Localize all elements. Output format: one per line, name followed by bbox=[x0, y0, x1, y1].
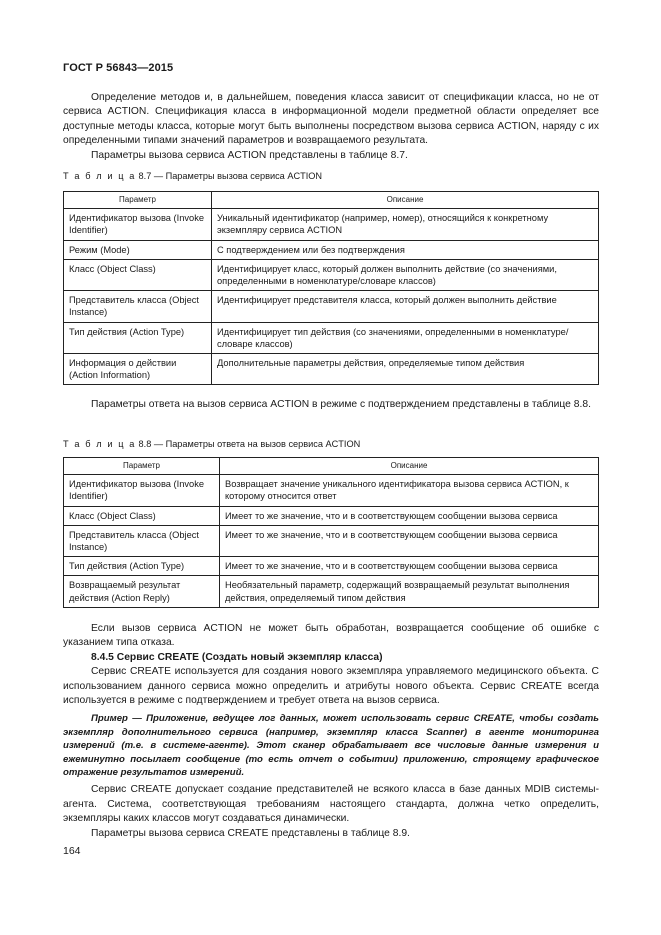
table-row bbox=[64, 322, 599, 353]
table-row bbox=[64, 291, 599, 322]
table-8-8-caption bbox=[63, 439, 360, 449]
caption-text: 8.8 — Параметры ответа на вызов сервиса ACTION bbox=[138, 439, 361, 449]
table-row bbox=[64, 259, 599, 290]
table-8-8 bbox=[63, 457, 599, 608]
description-cell: Имеет то же значение, что и в соответствующем сообщении вызова сервиса bbox=[220, 506, 599, 525]
column-header-parameter: Параметр bbox=[64, 458, 220, 475]
section-heading: 8.4.5 Сервис CREATE (Создать новый экземпляр класса) bbox=[91, 651, 383, 663]
description-cell: Имеет то же значение, что и в соответствующем сообщении вызова сервиса bbox=[220, 525, 599, 556]
table-8-7-caption bbox=[63, 171, 322, 181]
description-cell: Идентифицирует тип действия (со значениями, определенными в номенклатуре/словаре классов) bbox=[212, 322, 599, 353]
column-header-description: Описание bbox=[220, 458, 599, 475]
parameter-cell: Класс (Object Class) bbox=[64, 506, 220, 525]
table-header-row bbox=[64, 192, 599, 209]
parameter-cell: Режим (Mode) bbox=[64, 240, 212, 259]
parameter-cell: Представитель класса (Object Instance) bbox=[64, 291, 212, 322]
intro-text bbox=[63, 91, 599, 163]
table-8-7 bbox=[63, 191, 599, 385]
create-section bbox=[63, 622, 599, 841]
table-row bbox=[64, 557, 599, 576]
description-cell: Необязательный параметр, содержащий возвращаемый результат выполнения действия, определяемый типом действия bbox=[220, 576, 599, 607]
error-paragraph: Если вызов сервиса ACTION не может быть обработан, возвращается сообщение об ошибке с указанием типа отказа. bbox=[63, 623, 599, 649]
description-cell: Идентифицирует класс, который должен выполнить действие (со значениями, определенными в номенклатуре/словаре классов) bbox=[212, 259, 599, 290]
parameter-cell: Идентификатор вызова (Invoke Identifier) bbox=[64, 475, 220, 506]
parameter-cell: Представитель класса (Object Instance) bbox=[64, 525, 220, 556]
caption-prefix: Т а б л и ц а bbox=[63, 439, 136, 449]
table-row bbox=[64, 576, 599, 607]
column-header-parameter: Параметр bbox=[64, 192, 212, 209]
description-cell: Имеет то же значение, что и в соответствующем сообщении вызова сервиса bbox=[220, 557, 599, 576]
caption-text: 8.7 — Параметры вызова сервиса ACTION bbox=[138, 171, 323, 181]
create-restriction-paragraph: Сервис CREATE допускает создание представителей не всякого класса в базе данных MDIB системы-агента. Система, соответствующая требованиям настоящего стандарта, должна четко определить, экземпляры каких классов могут создаваться динамически. bbox=[63, 784, 599, 825]
example-paragraph: Пример — Приложение, ведущее лог данных, может использовать сервис CREATE, чтобы создать экземпляр дополнительного сервиса (например, экземпляр класса Scanner) в агенте мониторинга измерений (т.е. в системе-агенте). Этот сканер обрабатывает все числовые данные измерения и ежеминутно посылает сообщение (то есть отчет о событии) приложению, строящему графическое отражение результатов измерений. bbox=[63, 713, 599, 779]
mid-paragraph: Параметры ответа на вызов сервиса ACTION в режиме с подтверждением представлены в таблице 8.8. bbox=[91, 399, 591, 410]
intro-paragraph-1: Определение методов и, в дальнейшем, поведения класса зависит от спецификации класса, но не от сервиса ACTION. Спецификация класса в информационной модели предметной области определяет все доступные методы класса, которые могут быть выполнены посредством вызова сервиса ACTION, наряду с их определенными типами значений параметров и возвращаемого результата. bbox=[63, 92, 599, 147]
table-row bbox=[64, 209, 599, 240]
table-row bbox=[64, 506, 599, 525]
description-cell: С подтверждением или без подтверждения bbox=[212, 240, 599, 259]
parameter-cell: Идентификатор вызова (Invoke Identifier) bbox=[64, 209, 212, 240]
table-row bbox=[64, 525, 599, 556]
standard-header: ГОСТ Р 56843—2015 bbox=[63, 62, 174, 74]
parameter-cell: Класс (Object Class) bbox=[64, 259, 212, 290]
description-cell: Уникальный идентификатор (например, номер), относящийся к конкретному экземпляру сервиса ACTION bbox=[212, 209, 599, 240]
parameter-cell: Тип действия (Action Type) bbox=[64, 322, 212, 353]
mid-text bbox=[63, 398, 599, 412]
table-row bbox=[64, 240, 599, 259]
table-header-row bbox=[64, 458, 599, 475]
page-number: 164 bbox=[63, 845, 81, 857]
description-cell: Дополнительные параметры действия, определяемые типом действия bbox=[212, 354, 599, 385]
create-description-paragraph: Сервис CREATE используется для создания нового экземпляра управляемого медицинского объекта. С использованием данного сервиса можно определить и атрибуты нового объекта. Сервис CREATE всегда используется в режиме с подтверждением и требует ответа на вызов сервиса. bbox=[63, 666, 599, 707]
parameter-cell: Тип действия (Action Type) bbox=[64, 557, 220, 576]
intro-paragraph-2: Параметры вызова сервиса ACTION представлены в таблице 8.7. bbox=[91, 149, 408, 161]
description-cell: Идентифицирует представителя класса, который должен выполнить действие bbox=[212, 291, 599, 322]
table-row bbox=[64, 475, 599, 506]
column-header-description: Описание bbox=[212, 192, 599, 209]
caption-prefix: Т а б л и ц а bbox=[63, 171, 136, 181]
description-cell: Возвращает значение уникального идентификатора вызова сервиса ACTION, к которому относится ответ bbox=[220, 475, 599, 506]
parameter-cell: Информация о действии (Action Information) bbox=[64, 354, 212, 385]
table-row bbox=[64, 354, 599, 385]
parameter-cell: Возвращаемый результат действия (Action Reply) bbox=[64, 576, 220, 607]
create-table-reference: Параметры вызова сервиса CREATE представлены в таблице 8.9. bbox=[91, 827, 410, 839]
